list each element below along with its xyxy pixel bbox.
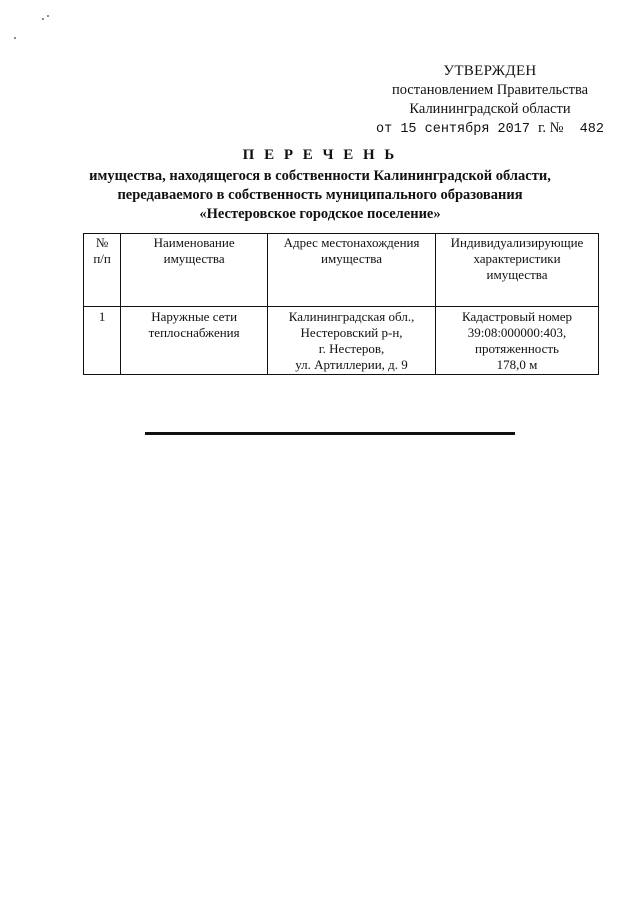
- table-header-row: [84, 234, 599, 307]
- cell-traits-line: 39:08:000000:403,: [467, 325, 567, 340]
- scan-speck: [42, 18, 44, 20]
- header-traits-line: Индивидуализирующие: [450, 235, 584, 250]
- scan-speck: [14, 37, 16, 39]
- header-address-line: Адрес местонахождения: [283, 235, 420, 250]
- approval-line-1: постановлением Правительства: [391, 82, 589, 98]
- approval-date-line: [370, 119, 610, 139]
- cell-name-line: теплоснабжения: [148, 325, 240, 340]
- header-traits-line: характеристики: [473, 251, 561, 266]
- approval-line-2: Калининградской области: [409, 101, 571, 117]
- heading-line-3: «Нестеровское городское поселение»: [199, 206, 441, 222]
- cell-address: [268, 307, 436, 375]
- cell-traits-line: Кадастровый номер: [461, 309, 573, 324]
- header-name: [121, 234, 268, 307]
- cell-traits-line: протяженность: [475, 341, 559, 356]
- cell-num: 1: [84, 307, 121, 375]
- cell-address-line: Нестеровский р-н,: [300, 325, 403, 340]
- date-suffix: г. №: [538, 120, 564, 136]
- date-prefix: от: [376, 122, 393, 137]
- cell-address-line: ул. Артиллерии, д. 9: [295, 357, 408, 372]
- header-num: [84, 234, 121, 307]
- approval-block: [370, 62, 610, 139]
- property-table: [83, 233, 599, 375]
- header-name-line: имущества: [163, 251, 225, 266]
- heading-line-1: имущества, находящегося в собственности Калининградской области,: [89, 168, 551, 184]
- header-traits-line: имущества: [486, 267, 548, 282]
- cell-address-line: г. Нестеров,: [318, 341, 385, 356]
- header-num-line: №: [95, 235, 109, 250]
- cell-name-line: Наружные сети: [151, 309, 238, 324]
- resolution-number: 482: [579, 122, 604, 137]
- cell-address-line: Калининградская обл.,: [288, 309, 415, 324]
- document-heading: [60, 146, 580, 224]
- header-address-line: имущества: [321, 251, 383, 266]
- header-address: [268, 234, 436, 307]
- date-value: 15 сентября 2017: [400, 122, 530, 137]
- header-num-line: п/п: [93, 251, 111, 266]
- table-row: [84, 307, 599, 375]
- heading-line-2: передаваемого в собственность муниципального образования: [117, 187, 523, 203]
- cell-traits-line: 178,0 м: [496, 357, 538, 372]
- document-title: П Е Р Е Ч Е Н Ь: [242, 147, 398, 163]
- approval-title: УТВЕРЖДЕН: [443, 63, 537, 79]
- cell-traits: [436, 307, 599, 375]
- closing-rule: [145, 432, 515, 435]
- scan-speck: [47, 15, 49, 17]
- cell-name: [121, 307, 268, 375]
- header-traits: [436, 234, 599, 307]
- header-name-line: Наименование: [153, 235, 235, 250]
